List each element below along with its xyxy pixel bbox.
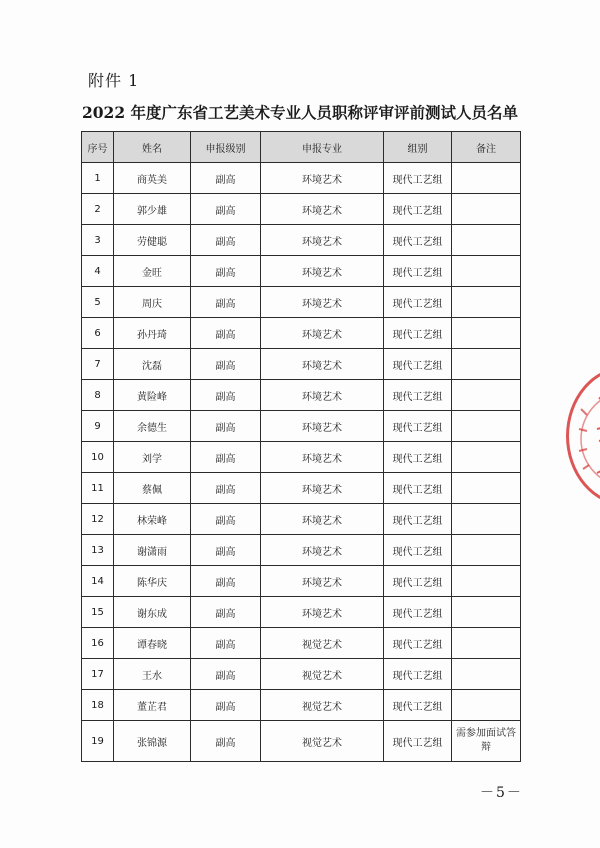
- cell-name: 蔡佩: [114, 473, 191, 504]
- cell-group: 现代工艺组: [384, 318, 452, 349]
- cell-serial: 10: [82, 442, 114, 473]
- table-row: [82, 256, 521, 287]
- table-row: [82, 535, 521, 566]
- cell-level: 副高: [191, 628, 261, 659]
- cell-group: 现代工艺组: [384, 504, 452, 535]
- cell-major: 环境艺术: [261, 225, 384, 256]
- cell-major: 视觉艺术: [261, 690, 384, 721]
- cell-major: 环境艺术: [261, 411, 384, 442]
- table-row: [82, 411, 521, 442]
- cell-note: [452, 349, 521, 380]
- cell-level: 副高: [191, 659, 261, 690]
- cell-group: 现代工艺组: [384, 194, 452, 225]
- cell-major: 环境艺术: [261, 566, 384, 597]
- cell-level: 副高: [191, 721, 261, 762]
- cell-note: [452, 194, 521, 225]
- cell-serial: 18: [82, 690, 114, 721]
- cell-name: 劳健聪: [114, 225, 191, 256]
- cell-group: 现代工艺组: [384, 225, 452, 256]
- cell-serial: 7: [82, 349, 114, 380]
- cell-serial: 1: [82, 163, 114, 194]
- cell-note: [452, 690, 521, 721]
- cell-group: 现代工艺组: [384, 287, 452, 318]
- cell-name: 商英美: [114, 163, 191, 194]
- cell-level: 副高: [191, 194, 261, 225]
- cell-name: 王水: [114, 659, 191, 690]
- header-level: 申报级别: [191, 132, 261, 163]
- cell-note: [452, 225, 521, 256]
- cell-level: 副高: [191, 442, 261, 473]
- header-name: 姓名: [114, 132, 191, 163]
- cell-serial: 17: [82, 659, 114, 690]
- cell-group: 现代工艺组: [384, 256, 452, 287]
- cell-name: 刘学: [114, 442, 191, 473]
- table-row: [82, 659, 521, 690]
- cell-major: 视觉艺术: [261, 659, 384, 690]
- cell-serial: 6: [82, 318, 114, 349]
- cell-group: 现代工艺组: [384, 690, 452, 721]
- cell-major: 视觉艺术: [261, 628, 384, 659]
- cell-note: [452, 318, 521, 349]
- cell-note: [452, 597, 521, 628]
- cell-serial: 16: [82, 628, 114, 659]
- cell-serial: 19: [82, 721, 114, 762]
- cell-note: [452, 442, 521, 473]
- cell-group: 现代工艺组: [384, 659, 452, 690]
- cell-serial: 13: [82, 535, 114, 566]
- cell-serial: 4: [82, 256, 114, 287]
- table-row: [82, 349, 521, 380]
- cell-note: 需参加面试答辩: [452, 721, 521, 762]
- cell-major: 环境艺术: [261, 318, 384, 349]
- table-row: [82, 442, 521, 473]
- cell-major: 环境艺术: [261, 256, 384, 287]
- cell-group: 现代工艺组: [384, 380, 452, 411]
- cell-note: [452, 256, 521, 287]
- cell-name: 陈华庆: [114, 566, 191, 597]
- cell-level: 副高: [191, 535, 261, 566]
- table-row: [82, 380, 521, 411]
- table-header-row: [82, 132, 521, 163]
- header-serial: 序号: [82, 132, 114, 163]
- header-major: 申报专业: [261, 132, 384, 163]
- cell-major: 环境艺术: [261, 287, 384, 318]
- cell-major: 环境艺术: [261, 194, 384, 225]
- cell-major: 环境艺术: [261, 442, 384, 473]
- cell-name: 孙丹琦: [114, 318, 191, 349]
- cell-level: 副高: [191, 225, 261, 256]
- cell-name: 金旺: [114, 256, 191, 287]
- table-body: [82, 163, 521, 762]
- cell-level: 副高: [191, 349, 261, 380]
- cell-serial: 12: [82, 504, 114, 535]
- cell-note: [452, 504, 521, 535]
- header-note: 备注: [452, 132, 521, 163]
- cell-name: 黄险峰: [114, 380, 191, 411]
- cell-note: [452, 566, 521, 597]
- cell-level: 副高: [191, 473, 261, 504]
- cell-group: 现代工艺组: [384, 442, 452, 473]
- cell-serial: 15: [82, 597, 114, 628]
- document-title: 2022 年度广东省工艺美术专业人员职称评审评前测试人员名单: [81, 103, 519, 122]
- cell-group: 现代工艺组: [384, 349, 452, 380]
- cell-level: 副高: [191, 504, 261, 535]
- cell-name: 董芷君: [114, 690, 191, 721]
- table-row: [82, 690, 521, 721]
- cell-group: 现代工艺组: [384, 566, 452, 597]
- cell-note: [452, 535, 521, 566]
- cell-level: 副高: [191, 380, 261, 411]
- cell-group: 现代工艺组: [384, 411, 452, 442]
- cell-serial: 11: [82, 473, 114, 504]
- cell-serial: 14: [82, 566, 114, 597]
- cell-note: [452, 163, 521, 194]
- table-row: [82, 163, 521, 194]
- roster-table: [81, 131, 521, 762]
- cell-name: 谢东成: [114, 597, 191, 628]
- table-row: [82, 194, 521, 225]
- cell-level: 副高: [191, 597, 261, 628]
- cell-level: 副高: [191, 411, 261, 442]
- cell-name: 谢潇雨: [114, 535, 191, 566]
- cell-major: 环境艺术: [261, 597, 384, 628]
- cell-group: 现代工艺组: [384, 721, 452, 762]
- table-row: [82, 721, 521, 762]
- cell-major: 环境艺术: [261, 535, 384, 566]
- cell-level: 副高: [191, 566, 261, 597]
- table-row: [82, 287, 521, 318]
- cell-group: 现代工艺组: [384, 597, 452, 628]
- cell-name: 周庆: [114, 287, 191, 318]
- cell-major: 视觉艺术: [261, 721, 384, 762]
- page-number: －5－: [480, 785, 523, 801]
- cell-name: 张锦源: [114, 721, 191, 762]
- cell-serial: 8: [82, 380, 114, 411]
- attachment-label: 附件 1: [88, 71, 140, 90]
- table-row: [82, 473, 521, 504]
- cell-serial: 2: [82, 194, 114, 225]
- seal-graphic: [569, 369, 600, 506]
- cell-name: 沈磊: [114, 349, 191, 380]
- cell-name: 谭春晓: [114, 628, 191, 659]
- cell-group: 现代工艺组: [384, 628, 452, 659]
- cell-level: 副高: [191, 690, 261, 721]
- cell-major: 环境艺术: [261, 163, 384, 194]
- cell-level: 副高: [191, 287, 261, 318]
- cell-level: 副高: [191, 163, 261, 194]
- table-row: [82, 566, 521, 597]
- cell-note: [452, 380, 521, 411]
- cell-group: 现代工艺组: [384, 473, 452, 504]
- cell-note: [452, 411, 521, 442]
- cell-major: 环境艺术: [261, 504, 384, 535]
- table-row: [82, 318, 521, 349]
- cell-note: [452, 628, 521, 659]
- cell-group: 现代工艺组: [384, 163, 452, 194]
- cell-serial: 3: [82, 225, 114, 256]
- cell-group: 现代工艺组: [384, 535, 452, 566]
- cell-major: 环境艺术: [261, 349, 384, 380]
- cell-major: 环境艺术: [261, 380, 384, 411]
- cell-level: 副高: [191, 318, 261, 349]
- cell-name: 余德生: [114, 411, 191, 442]
- cell-note: [452, 659, 521, 690]
- cell-serial: 9: [82, 411, 114, 442]
- cell-name: 林荣峰: [114, 504, 191, 535]
- table-row: [82, 225, 521, 256]
- table-row: [82, 597, 521, 628]
- header-group: 组别: [384, 132, 452, 163]
- cell-level: 副高: [191, 256, 261, 287]
- cell-major: 环境艺术: [261, 473, 384, 504]
- cell-note: [452, 287, 521, 318]
- table-row: [82, 504, 521, 535]
- cell-name: 郭少雄: [114, 194, 191, 225]
- cell-note: [452, 473, 521, 504]
- official-seal: [566, 366, 600, 506]
- table-row: [82, 628, 521, 659]
- cell-serial: 5: [82, 287, 114, 318]
